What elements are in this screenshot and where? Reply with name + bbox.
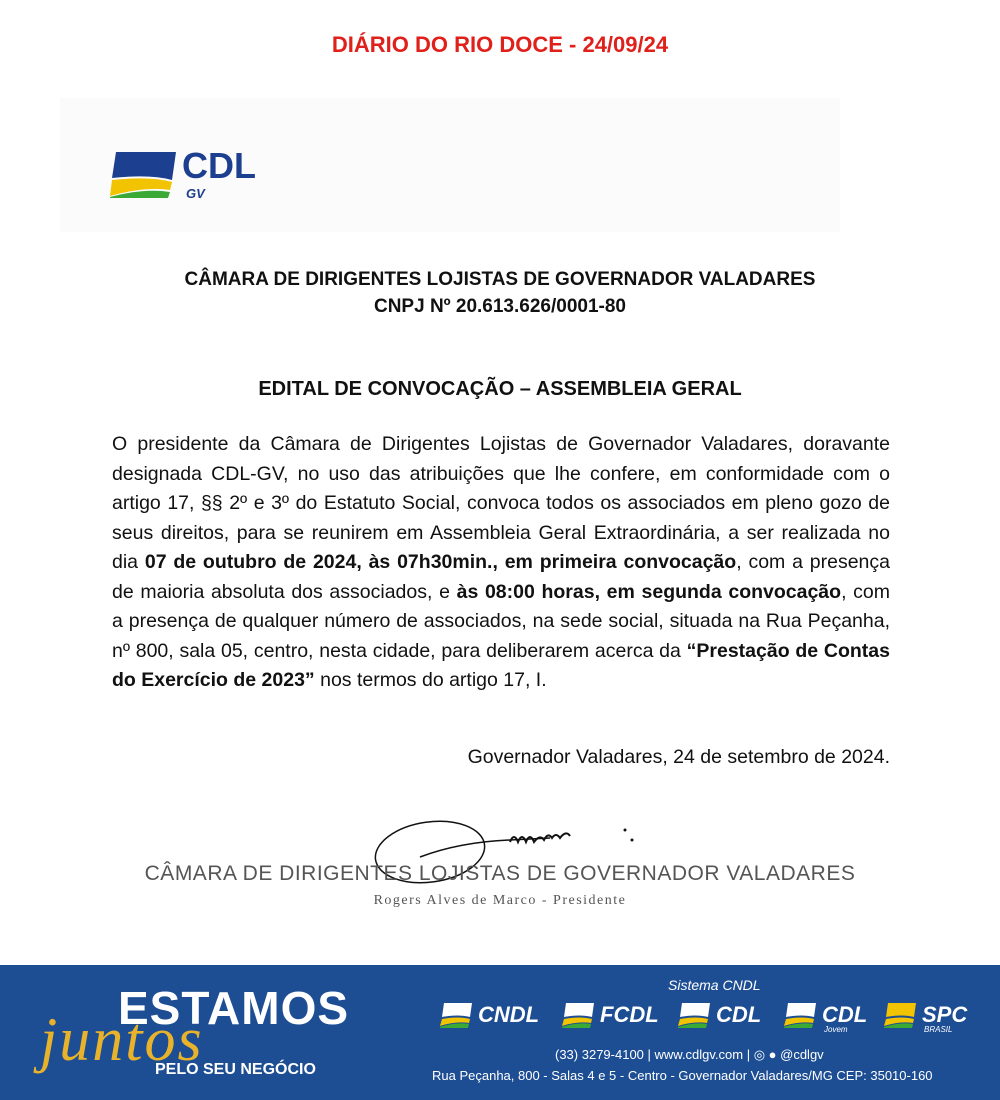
- brand-fcdl: [562, 999, 659, 1031]
- brand-label: FCDL: [600, 1002, 659, 1027]
- brand-cndl: [440, 999, 539, 1031]
- logo-name: CDL: [182, 145, 256, 186]
- brand-sublabel: BRASIL: [924, 1025, 953, 1034]
- date-line: Governador Valadares, 24 de setembro de 2024.: [467, 746, 890, 768]
- cdl-jovem-logo-icon: [784, 1001, 818, 1029]
- spc-logo-icon: [884, 1001, 918, 1029]
- brand-label: CNDL: [478, 1002, 540, 1027]
- brand-label: SPC: [922, 1002, 968, 1027]
- edital-body: [112, 430, 890, 696]
- signature-org: CÂMARA DE DIRIGENTES LOJISTAS DE GOVERNADOR VALADARES: [144, 862, 856, 885]
- brand-sublabel: Jovem: [824, 1025, 848, 1034]
- brand-cdl-jovem: [784, 999, 868, 1034]
- cdl-small-logo-icon: [678, 1001, 712, 1029]
- body-text-4: nos termos do artigo 17, I.: [314, 669, 547, 691]
- edital-title: EDITAL DE CONVOCAÇÃO – ASSEMBLEIA GERAL: [258, 378, 742, 400]
- footer-juntos: juntos: [40, 1006, 204, 1074]
- footer-estamos: ESTAMOS: [118, 982, 350, 1034]
- newspaper-header: DIÁRIO DO RIO DOCE - 24/09/24: [331, 32, 669, 57]
- cdl-logo-icon: [110, 150, 178, 200]
- signature-name: Rogers Alves de Marco - Presidente: [373, 893, 627, 908]
- logo-sub: GV: [186, 186, 205, 201]
- body-text-1: O presidente da Câmara de Dirigentes Lojistas de Governador Valadares, doravante designada CDL-GV, no uso das atribuições que lhe confere, em conformidade com o artigo 17, §§ 2º e 3º do Estatuto Social, convoca todos os associados em pleno gozo de seus direitos, para se reunirem em Assembleia Geral Extraordinária, a ser realizada no dia: [112, 433, 890, 573]
- fcdl-logo-icon: [562, 1001, 596, 1029]
- body-bold-3: “Prestação de Contas do Exercício de 2023”: [112, 639, 890, 691]
- footer-banner: [0, 965, 1000, 1100]
- footer-sistema: Sistema CNDL: [668, 977, 761, 993]
- brand-label: CDL: [822, 1002, 868, 1027]
- brand-spc: [884, 999, 968, 1034]
- footer-tagline: PELO SEU NEGÓCIO: [155, 1061, 316, 1078]
- org-cnpj: CNPJ Nº 20.613.626/0001-80: [373, 296, 626, 317]
- org-header: [0, 266, 1000, 320]
- body-text-3: , com a presença de qualquer número de associados, na sede social, situada na Rua Peçanha, nº 800, sala 05, centro, nesta cidade, para deliberarem acerca da: [112, 580, 890, 662]
- footer-address: Rua Peçanha, 800 - Salas 4 e 5 - Centro - Governador Valadares/MG CEP: 35010-160: [432, 1068, 933, 1083]
- body-bold-2: às 08:00 horas, em segunda convocação: [456, 580, 842, 603]
- cndl-logo-icon: [440, 1001, 474, 1029]
- org-name: CÂMARA DE DIRIGENTES LOJISTAS DE GOVERNADOR VALADARES: [184, 269, 816, 290]
- footer-contact: (33) 3279-4100 | www.cdlgv.com | ◎ ● @cdlgv: [555, 1047, 824, 1062]
- body-bold-1: 07 de outubro de 2024, às 07h30min., em primeira convocação: [144, 551, 737, 573]
- body-text-2: , com a presença de maioria absoluta dos associados, e: [112, 551, 890, 603]
- brand-cdl: [678, 999, 761, 1031]
- brand-label: CDL: [716, 1002, 762, 1027]
